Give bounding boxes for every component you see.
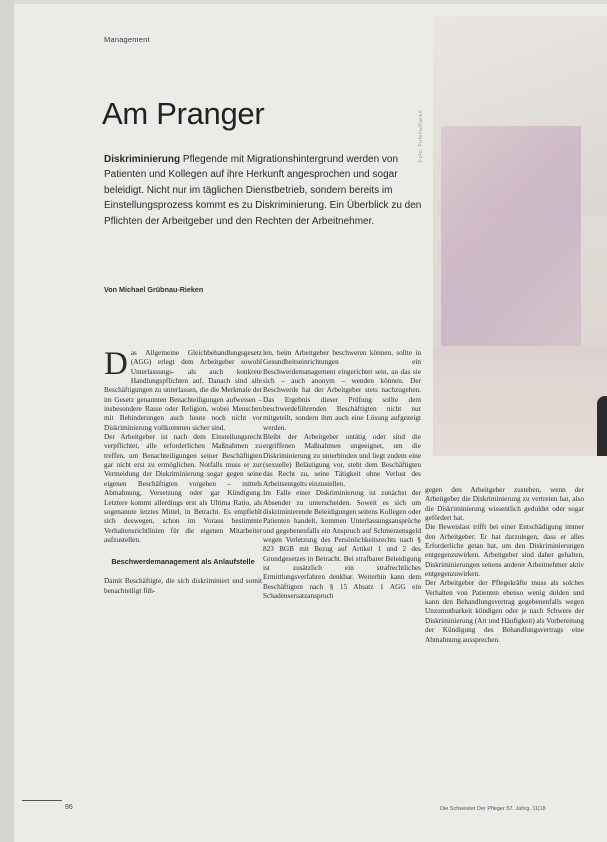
article-photo [433,16,607,456]
footer-source: Die Schwester Der Pfleger 57. Jahrg. 11|18 [440,806,546,812]
text-column-2 [263,349,421,601]
drop-cap: D [104,346,128,382]
paragraph: len, beim Arbeitgeber beschweren können, sollte in Gesundheitseinrichtungen ein Beschwerdemanagement eingerichtet sein, an das sie sich – auch anonym – wenden können. Der Beschwerde hat der Arbeitgeber stets nachzugehen. Das Ergebnis dieser Prüfung sollte dem beschwerdeführenden Beschäftigten nicht nur mitgeteilt, sondern ihm auch eine Lösung aufgezeigt werden. [263,349,421,432]
paragraph: Die Beweislast trifft bei einer Entschädigung immer den Arbeitgeber. Er hat darzulegen, dass er alles Erforderliche getan hat, um den Diskriminierungen entgegenzuwirken. Arbeitgeber sind daher gehalten, Diskriminierungen seitens anderer Arbeitnehmer aktiv entgegenzuwirken. [425,523,584,579]
byline: Von Michael Grübnau-Rieken [104,285,204,294]
photo-figure [441,126,581,356]
photo-credit: Foto: Fotolia/Karen [418,110,424,163]
paragraph: Der Arbeitgeber der Pflegekräfte muss als solches Verhalten von Patienten ebenso wenig dulden und kann den Behandlungsvertrag gegebenenfalls wegen Unzumutbarkeit kündigen oder je nach Schwere der Diskriminierung (Art und Häufigkeit) als Vorbereitung der Kündigung des Behandlungsvertrags eine Abmahnung aussprechen. [425,579,585,644]
page-number: 96 [65,804,73,811]
article-lead [104,152,422,229]
page-top-edge [0,0,607,4]
footer-rule [22,800,62,801]
page-left-edge [0,0,14,842]
text-column-1 [104,346,262,596]
text-column-3 [425,486,584,645]
article-title: Am Pranger [102,96,265,131]
paragraph [104,346,262,433]
lead-text: Pflegende mit Migrationshintergrund werden von Patienten und Kollegen auf ihre Herkunft angesprochen und sogar beleidigt. Nicht nur im täglichen Dienstbetrieb, sondern bereits im Einstellungsprozess kommt es zu Diskriminierung. Ein Überblick zu den Pflichten der Arbeitgeber und den Rechten der Arbeitnehmer. [104,154,422,227]
paragraph: gegen den Arbeitgeber zustehen, wenn der Arbeitgeber die Diskriminierung zu vertreten hat, also die Diskriminierung wissentlich geduldet oder sogar gefördert hat. [425,486,584,523]
subheading: Beschwerdemanagement als Anlaufstelle [111,557,255,567]
paragraph: Im Falle einer Diskriminierung ist zunächst der Absender zu unterscheiden. Soweit es sich um diskriminierende Beleidigungen seitens Kollegen oder Patienten handelt, kommen Unterlassungsansprüche und gegebenenfalls ein Anspruch auf Schmerzensgeld wegen Verletzung des Persönlichkeitsrechts nach § 823 BGB mit Bezug auf Artikel 1 und 2 des Grundgesetzes in Betracht. Bei strafbarer Beleidigung ist zusätzlich ein strafrechtliches Ermittlungsverfahren denkbar. Weiterhin kann dem Beschäftigten nach § 15 Absatz 1 AGG ein Schadensersatzanspruch [263,489,421,600]
paragraph-text: as Allgemeine Gleichbehandlungsgesetz (AGG) erlegt dem Arbeitgeber sowohl Unterlassungs- als auch konkrete Handlungspflichten auf. Danach sind alle Beschäftigungen zu unterlassen, die die Merkmale der im Gesetz genannten Benachteiligungen aufweisen – insbesondere Rasse oder Religion, wobei Menschen mit Behinderungen auch heute noch nicht vor Diskriminierung vollkommen sicher sind. [104,349,262,432]
photo-dark-edge [597,396,607,456]
paragraph: Bleibt der Arbeitgeber untätig oder sind die ergriffenen Maßnahmen ungeeignet, um die Diskriminierung zu unterbinden und liegt zudem eine (sexuelle) Belästigung vor, steht dem Beschäftigten das Recht zu, seine Tätigkeit ohne Verlust des Arbeitsentgelts einzustellen. [263,433,421,488]
paragraph: Der Arbeitgeber ist nach dem Einstellungsrecht verpflichtet, alle erforderlichen Maßnahmen zu treffen, um Benachteiligungen seiner Beschäftigten gar nicht erst zu ermöglichen. Notfalls muss er zur Vermeidung der Diskriminierung sogar gegen seine eigenen Beschäftigten vorgehen – mittels Abmahnung, Versetzung oder gar Kündigung. Letztere kommt allerdings erst als Ultima Ratio, als sogenannte letztes Mittel, in Betracht. Es empfiehlt sich deswegen, schon im Voraus bestimmte Verhaltensrichtlinien für die eigenen Mitarbeiter aufzustellen. [104,433,262,544]
paragraph: Damit Beschäftigte, die sich diskriminiert und somit benachteiligt füh- [104,577,262,595]
photo-floor [433,346,607,456]
lead-keyword: Diskriminierung [104,154,181,165]
section-label: Management [104,35,150,44]
